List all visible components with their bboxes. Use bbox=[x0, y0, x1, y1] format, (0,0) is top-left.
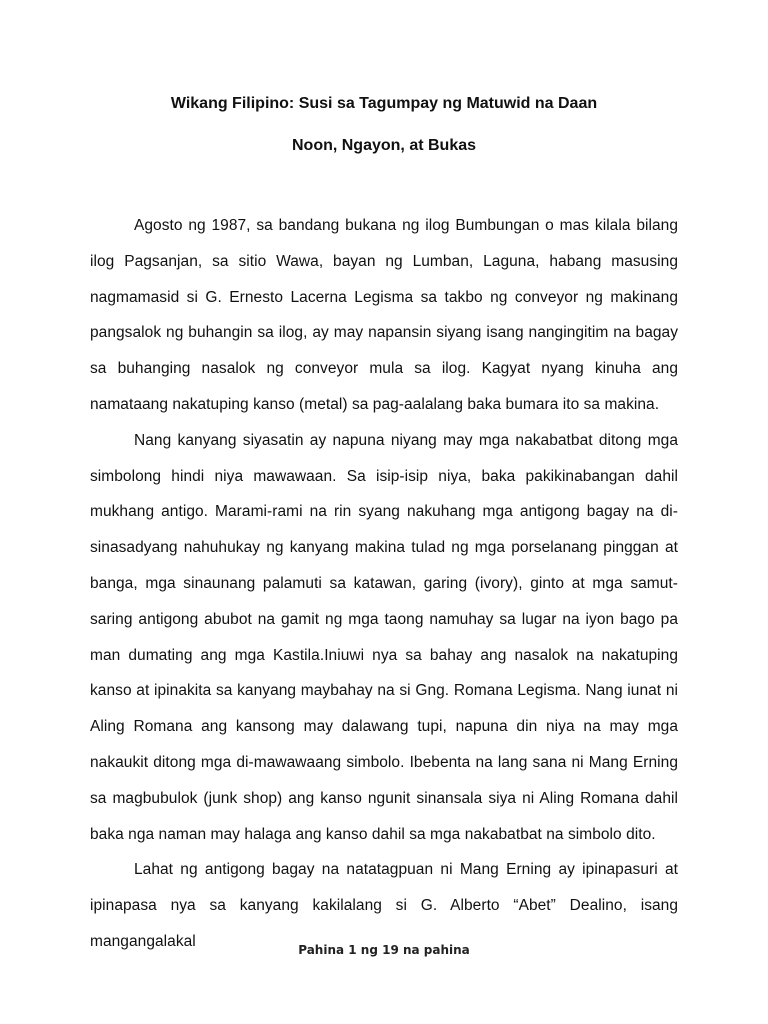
document-title: Wikang Filipino: Susi sa Tagumpay ng Matuwid na Daan bbox=[170, 95, 598, 112]
paragraph-3: Lahat ng antigong bagay na natatagpuan ni Mang Erning ay ipinapasuri at ipinapasa nya sa kanyang kakilalang si G. Alberto “Abet” Dealino, isang mangangalakal bbox=[90, 861, 678, 950]
document-subtitle: Noon, Ngayon, at Bukas bbox=[291, 137, 477, 154]
paragraph-2: Nang kanyang siyasatin ay napuna niyang may mga nakabatbat ditong mga simbolong hindi niya mawawaan. Sa isip-isip niya, baka pakikinabangan dahil mukhang antigo. Marami-rami na rin syang nakuhang mga antigong bagay na di-sinasadyang nahuhukay ng kanyang makina tulad ng mga porselanang pinggan at banga, mga sinaunang palamuti sa katawan, garing (ivory), ginto at mga samut-saring antigong abubot na gamit ng mga taong namuhay sa lugar na iyon bago pa man dumating ang mga Kastila.Iniuwi nya sa bahay ang nasalok na nakatuping kanso at ipinakita sa kanyang maybahay na si Gng. Romana Legisma. Nang iunat ni Aling Romana ang kansong may dalawang tupi, napuna din niya na may mga nakaukit ditong mga di-mawawaang simbolo. Ibebenta na lang sana ni Mang Erning sa magbubulok (junk shop) ang kanso ngunit sinansala siya ni Aling Romana dahil baka nga naman may halaga ang kanso dahil sa mga nakabatbat na simbolo dito. bbox=[90, 431, 678, 843]
document-body bbox=[90, 208, 678, 960]
page-number-footer: Pahina 1 ng 19 na pahina bbox=[298, 943, 470, 957]
paragraph-1: Agosto ng 1987, sa bandang bukana ng ilog Bumbungan o mas kilala bilang ilog Pagsanjan, sa sitio Wawa, bayan ng Lumban, Laguna, habang masusing nagmamasid si G. Ernesto Lacerna Legisma sa takbo ng conveyor ng makinang pangsalok ng buhangin sa ilog, ay may napansin siyang isang nangingitim na bagay sa buhanging nasalok ng conveyor mula sa ilog. Kagyat nyang kinuha ang namataang nakatuping kanso (metal) sa pag-aalalang baka bumara ito sa makina. bbox=[90, 217, 678, 413]
